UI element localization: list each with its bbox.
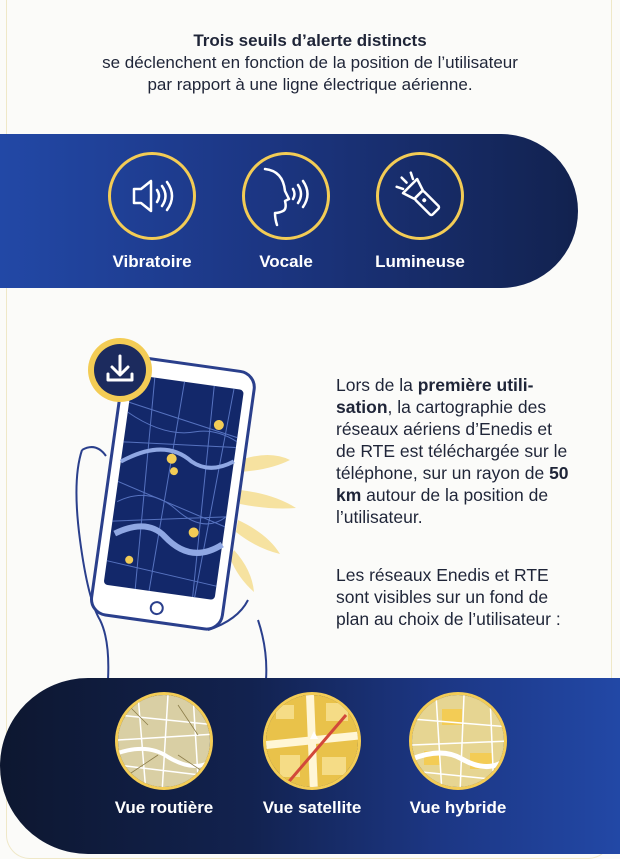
alert-voice — [226, 152, 346, 272]
emphasis-first-use: première utili-sation — [336, 375, 534, 417]
hybrid-map-thumbnail — [409, 692, 507, 790]
view-hybrid[interactable] — [388, 692, 528, 818]
heading-line-3: par rapport à une ligne électrique aérienne. — [147, 75, 473, 94]
heading-title: Trois seuils d’alerte distincts — [193, 31, 427, 50]
view-road[interactable] — [94, 692, 234, 818]
view-label: Vue routière — [114, 798, 214, 817]
heading-line-2: se déclenchent en fonction de la position de l’utilisateur — [102, 53, 518, 72]
voice-icon — [242, 152, 330, 240]
view-label: Vue hybride — [409, 798, 507, 817]
text-segment: Lors de la — [336, 375, 418, 395]
phone-illustration — [58, 330, 298, 680]
view-label: Vue satellite — [262, 798, 362, 817]
vibration-icon — [108, 152, 196, 240]
satellite-map-thumbnail — [263, 692, 361, 790]
page-heading — [0, 30, 620, 96]
text-segment: , la cartographie des réseaux aériens d’Enedis et de RTE est téléchargée sur le téléphone, sur un rayon de — [336, 397, 568, 483]
first-use-paragraph — [336, 374, 576, 528]
road-map-thumbnail — [115, 692, 213, 790]
alert-label: Vibratoire — [112, 252, 192, 271]
alert-vibration — [92, 152, 212, 272]
alert-light — [360, 152, 480, 272]
alert-label: Lumineuse — [375, 252, 465, 271]
download-icon — [88, 338, 152, 402]
networks-paragraph: Les réseaux Enedis et RTE sont visibles sur un fond de plan au choix de l’utilisateur : — [336, 565, 561, 629]
emphasis-radius: 50 km — [336, 463, 569, 505]
view-satellite[interactable] — [242, 692, 382, 818]
text-segment: autour de la position de l’utilisateur. — [336, 485, 549, 527]
alert-label: Vocale — [259, 252, 313, 271]
flashlight-icon — [376, 152, 464, 240]
